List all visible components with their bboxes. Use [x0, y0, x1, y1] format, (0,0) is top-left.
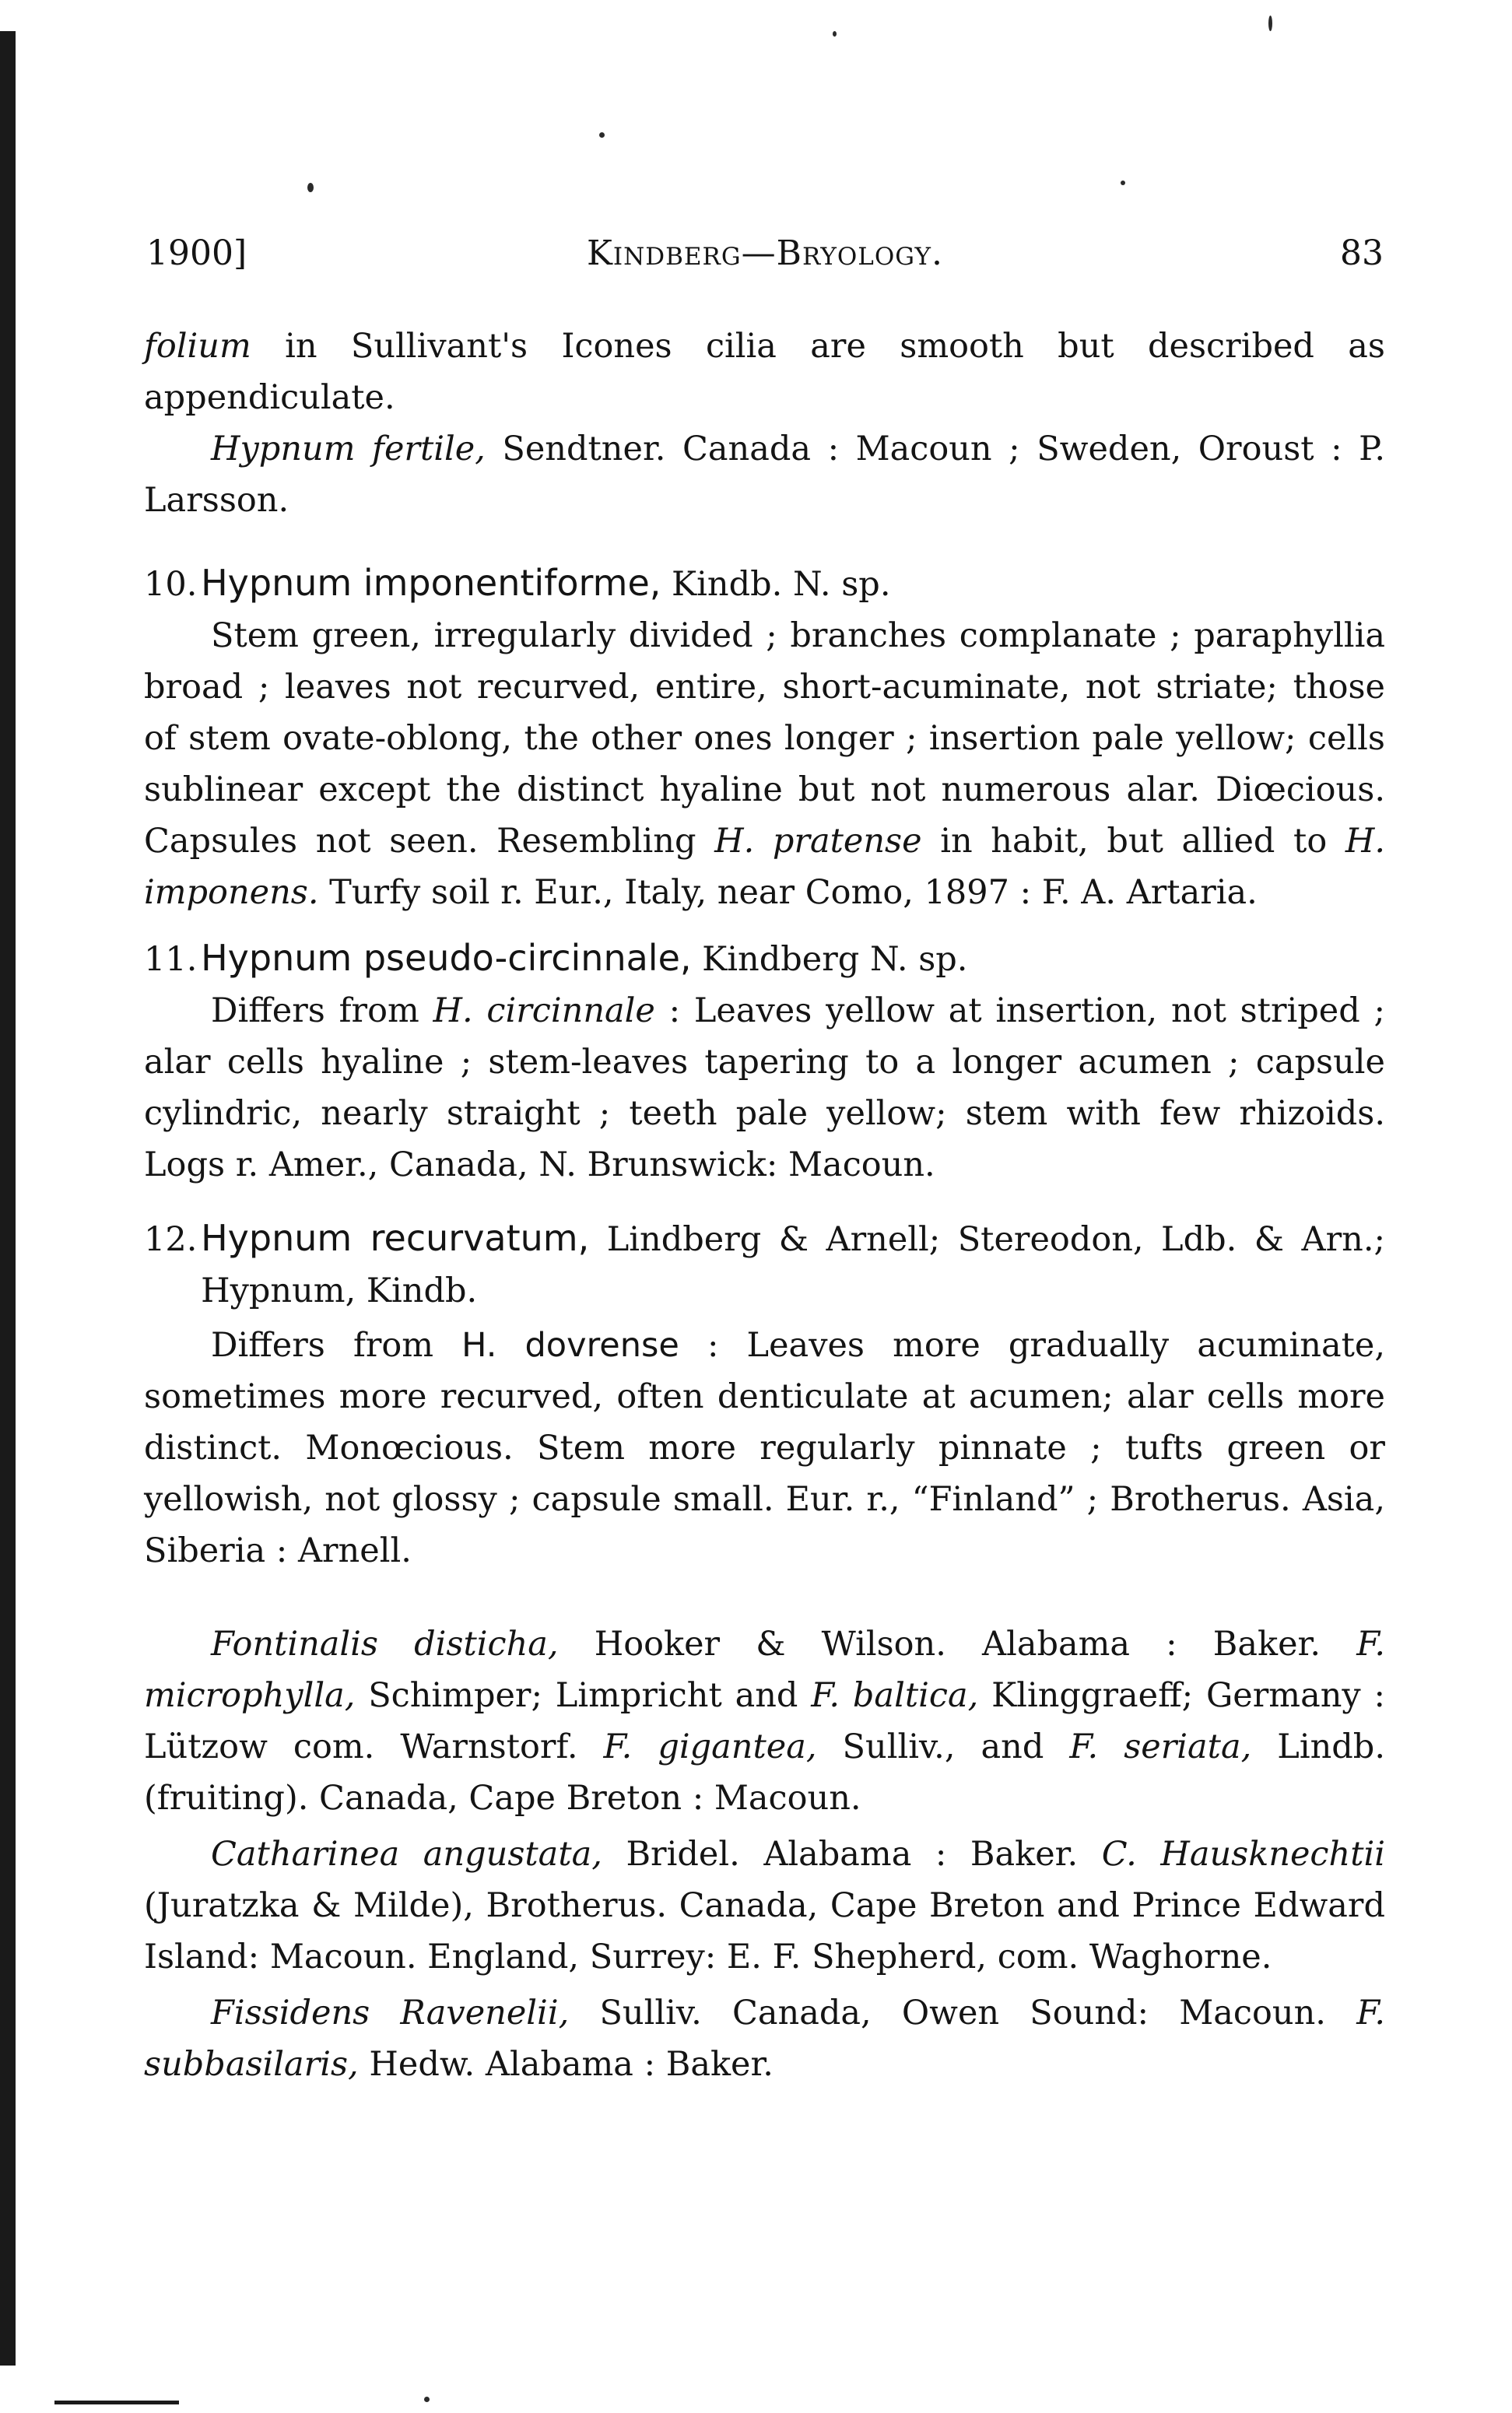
- header-year: 1900]: [146, 233, 247, 273]
- scan-speck: [833, 31, 837, 37]
- running-title: Kindberg—Bryology.: [587, 233, 943, 273]
- paragraph-text: Klinggraeff; Germany : Lützow com. Warnstorf.: [144, 1676, 1386, 1766]
- page-binding-edge: [0, 31, 16, 2366]
- species-name: F. gigantea,: [603, 1727, 817, 1766]
- species-name: Fontinalis disticha,: [211, 1625, 559, 1664]
- paragraph-text: Hooker & Wilson. Alabama : Baker.: [558, 1625, 1357, 1664]
- paragraph-text: Sulliv., and: [816, 1727, 1070, 1766]
- paragraph-text: Lindb. (fruiting). Canada, Cape Breton : Macoun.: [144, 1727, 1386, 1818]
- species-author: Kindb. N. sp.: [661, 565, 891, 604]
- italic-term: folium: [144, 327, 251, 366]
- description-text: Stem green, irregularly divided ; branches complanate ; paraphyllia broad ; leaves not recurved, entire, short-acuminate, not striate; those of stem ovate-oblong, the other ones longer ; insertion pale yellow; cells sublinear except the distinct hyaline but not numerous alar. Diœcious. Capsules not seen. Resembling: [144, 616, 1385, 861]
- species-author: Lindberg & Arnell; Stereodon, Ldb. & Arn.; Hypnum, Kindb.: [201, 1220, 1385, 1310]
- species-name: F. subbasilaris,: [144, 1994, 1385, 2084]
- species-name: Fissidens Ravenelii,: [211, 1994, 570, 2032]
- paragraph-text: Hedw. Alabama : Baker.: [358, 2045, 774, 2084]
- description-text: in habit, but allied to: [921, 822, 1345, 861]
- species-reference: H. dovrense: [461, 1326, 679, 1365]
- fissidens-paragraph: [144, 1987, 1385, 2090]
- description-text: Differs from: [211, 1326, 462, 1365]
- entry-number: 12.: [144, 1220, 198, 1259]
- entry-description-11: [144, 985, 1385, 1191]
- species-name: F. baltica,: [811, 1676, 979, 1715]
- catharinea-paragraph: [144, 1829, 1385, 1983]
- scan-speck: [307, 183, 314, 192]
- page-number: 83: [1340, 233, 1384, 273]
- entry-number: 10.: [144, 565, 198, 604]
- description-text: : Leaves yellow at insertion, not striped ; alar cells hyaline ; stem-leaves tapering to a longer acumen ; capsule cylindric, nearly straight ; teeth pale yellow; stem with few rhizoids. Logs r. Amer., Canada, N. Brunswick: Macoun.: [144, 991, 1385, 1184]
- page-header: [146, 233, 1384, 288]
- description-text: Turfy soil r. Eur., Italy, near Como, 1897 : F. A. Artaria.: [318, 873, 1258, 912]
- italic-term: H. imponens.: [144, 822, 1385, 912]
- footer-rule: [54, 2401, 179, 2404]
- italic-term: H. circinnale: [433, 991, 655, 1030]
- entry-description-12: [144, 1320, 1385, 1577]
- description-text: Differs from: [211, 991, 433, 1030]
- entry-heading-10: [144, 557, 1385, 610]
- entry-heading-11: [144, 932, 1385, 985]
- paragraph-text: (Juratzka & Milde), Brotherus. Canada, Cape Breton and Prince Edward Island: Macoun. England, Surrey: E. F. Shepherd, com. Waghorne.: [144, 1886, 1385, 1976]
- species-name: Hypnum imponentiforme,: [201, 562, 661, 604]
- description-text: : Leaves more gradually acuminate, sometimes more recurved, often denticulate at acumen; alar cells more distinct. Monœcious. Stem more regularly pinnate ; tufts green or yellowish, not glossy ; capsule small. Eur. r., “Finland” ; Brotherus. Asia, Siberia : Arnell.: [144, 1326, 1385, 1570]
- paragraph-text: Sulliv. Canada, Owen Sound: Macoun.: [569, 1994, 1357, 2032]
- scan-speck: [424, 2397, 430, 2402]
- species-name: F. seriata,: [1069, 1727, 1252, 1766]
- page-body: [144, 321, 1385, 2090]
- species-name: F. microphylla,: [144, 1625, 1385, 1715]
- italic-term: H. pratense: [714, 822, 922, 861]
- continuation-paragraph: [144, 321, 1385, 423]
- species-author: Kindberg N. sp.: [691, 940, 968, 979]
- species-name: Catharinea angustata,: [211, 1835, 602, 1874]
- paragraph-text: in Sullivant's Icones cilia are smooth but described as appendiculate.: [144, 327, 1385, 417]
- paragraph-text: Schimper; Limpricht and: [355, 1676, 812, 1715]
- fontinalis-paragraph: [144, 1619, 1385, 1824]
- scan-speck: [1268, 16, 1272, 31]
- scan-speck: [599, 132, 605, 138]
- paragraph-text: Sendtner. Canada : Macoun ; Sweden, Oroust : P. Larsson.: [144, 430, 1386, 520]
- entry-description-10: [144, 610, 1385, 918]
- entry-heading-12: [144, 1212, 1385, 1317]
- species-name: Hypnum pseudo-circinnale,: [201, 937, 692, 979]
- species-name: Hypnum fertile,: [211, 430, 486, 468]
- species-name: Hypnum recurvatum,: [201, 1217, 590, 1259]
- paragraph-text: Bridel. Alabama : Baker.: [602, 1835, 1102, 1874]
- species-name: C. Hausknechtii: [1101, 1835, 1385, 1874]
- hypnum-fertile-paragraph: [144, 423, 1385, 526]
- entry-number: 11.: [144, 940, 198, 979]
- scan-speck: [1121, 181, 1125, 185]
